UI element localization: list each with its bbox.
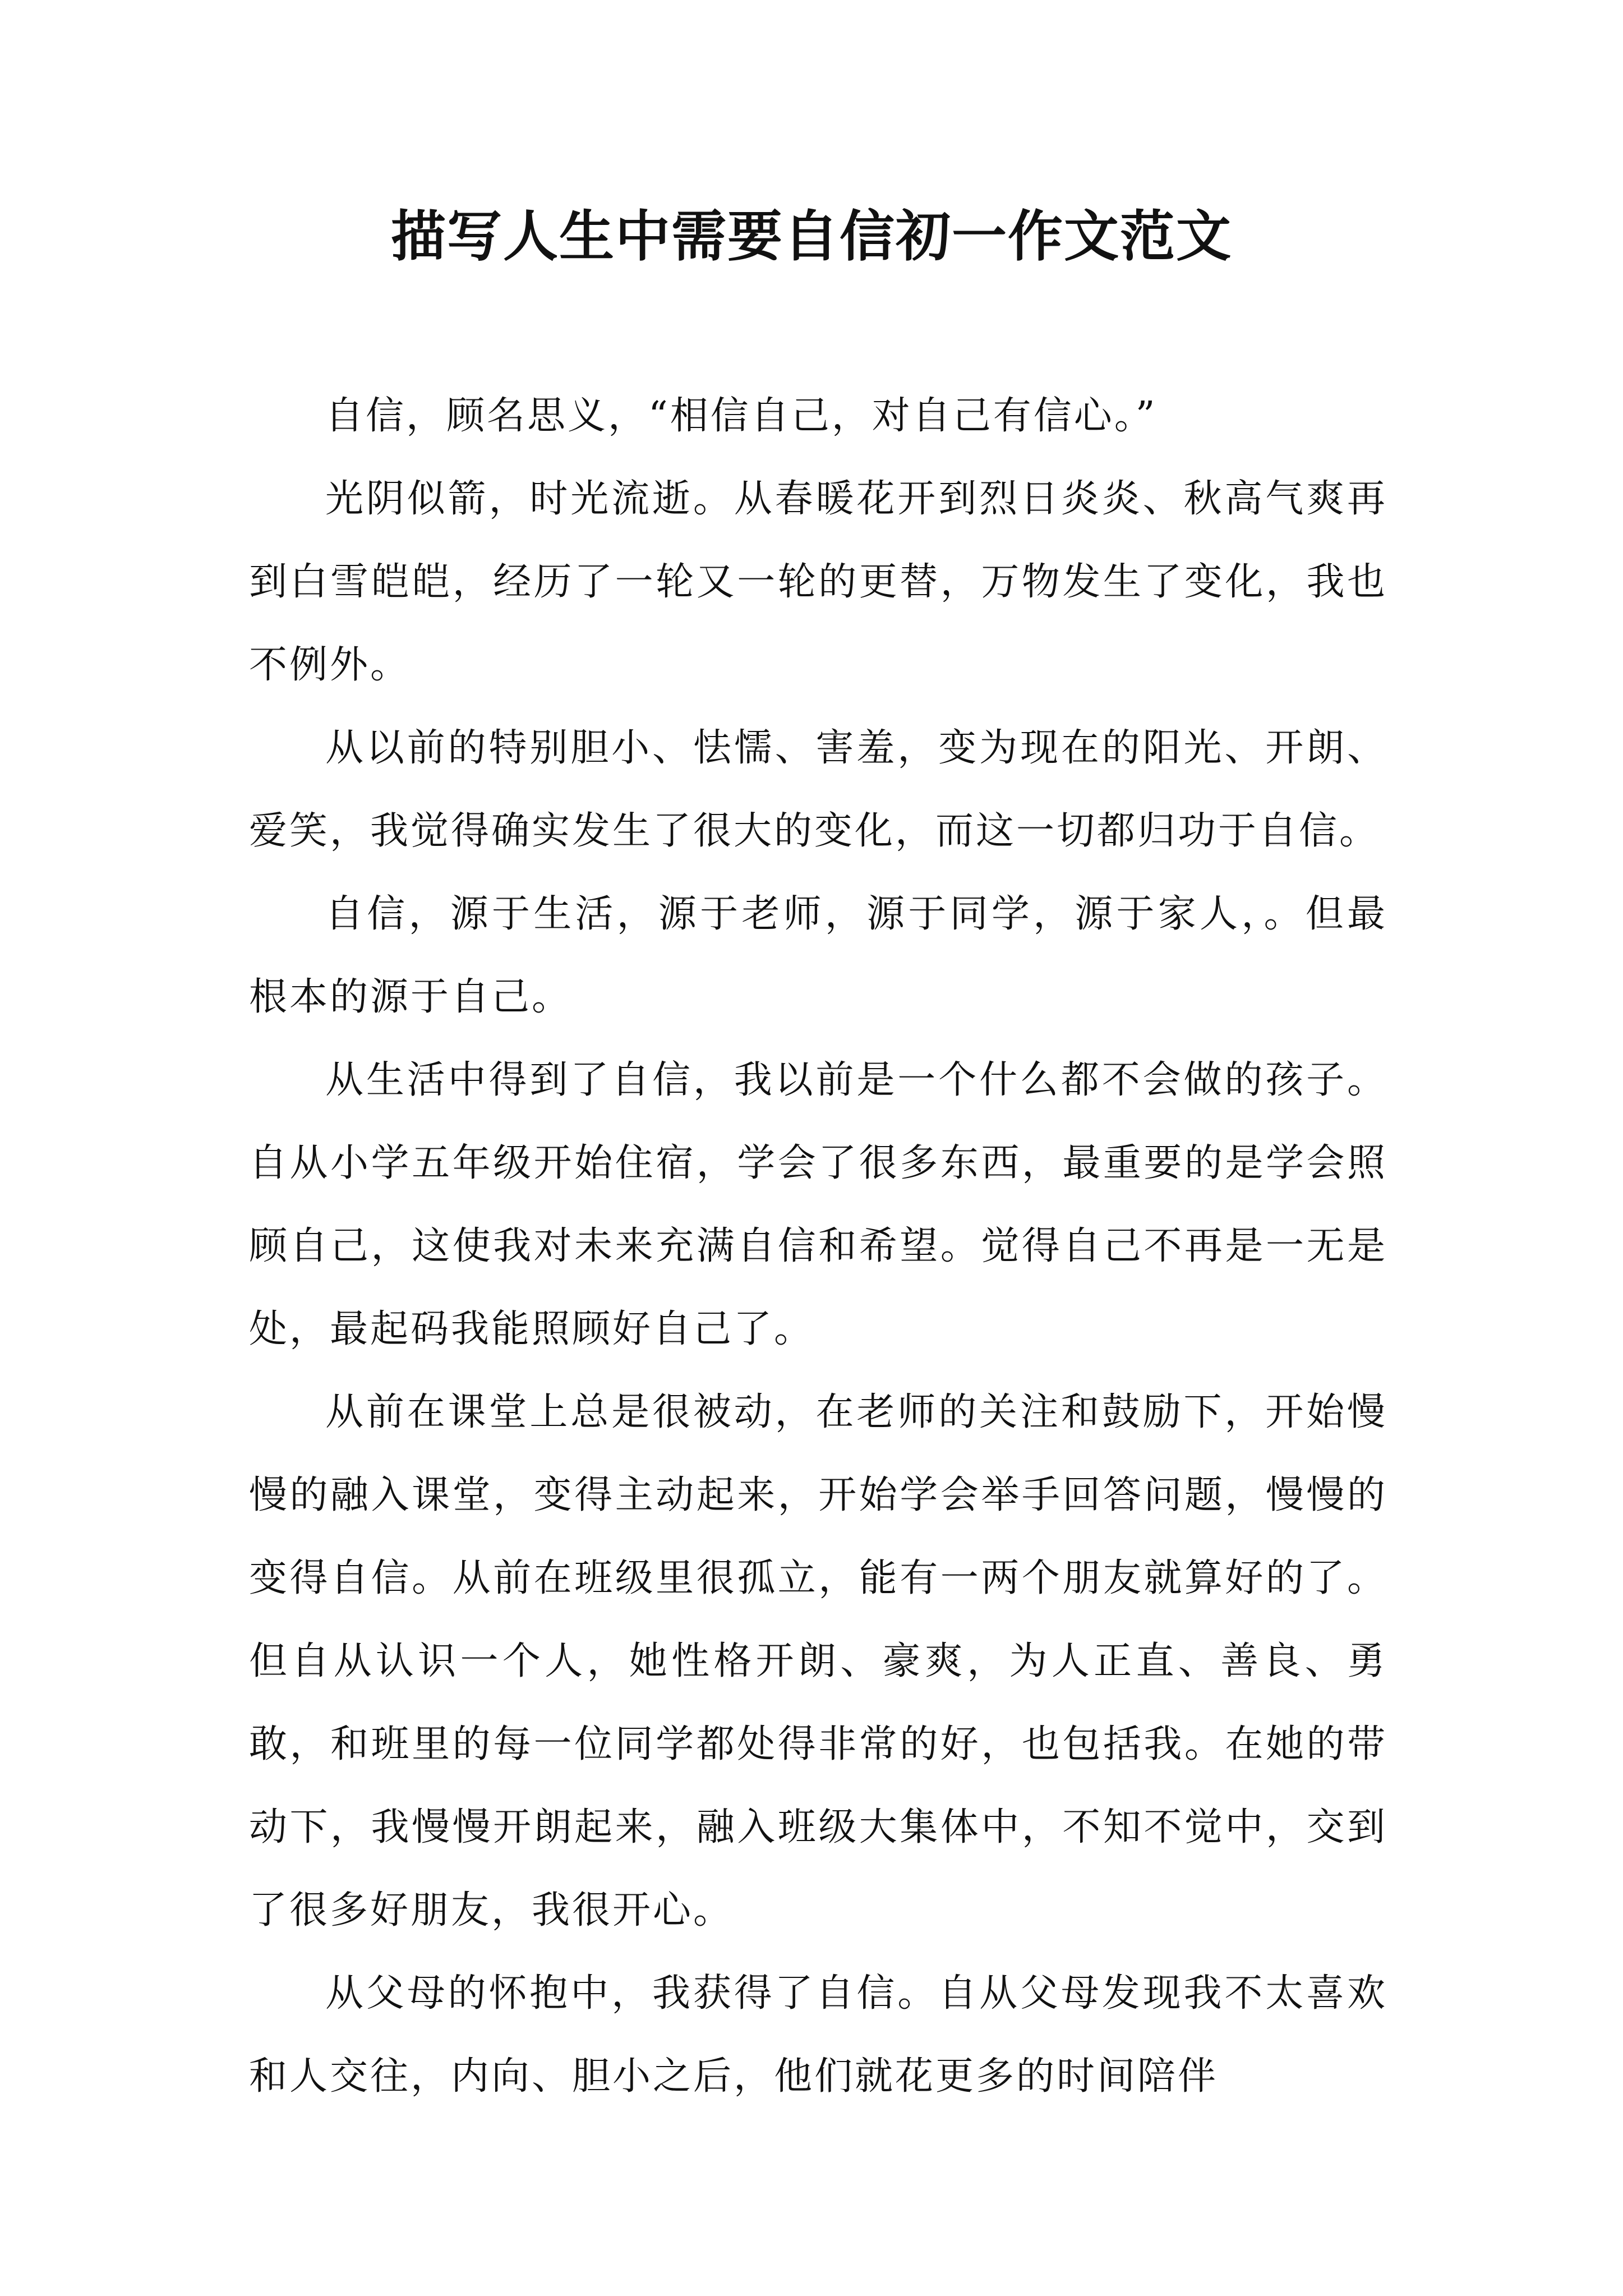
paragraph: 从前在课堂上总是很被动，在老师的关注和鼓励下，开始慢慢的融入课堂，变得主动起来，开始学会举手回答问题，慢慢的变得自信。从前在班级里很孤立，能有一两个朋友就算好的了。但自从认识一个人，她性格开朗、豪爽，为人正直、善良、勇敢，和班里的每一位同学都处得非常的好，也包括我。在她的带动下，我慢慢开朗起来，融入班级大集体中，不知不觉中，交到了很多好朋友，我很开心。	[249, 1390, 1387, 1932]
paragraph: 自信，源于生活，源于老师，源于同学，源于家人，。但最根本的源于自己。	[249, 892, 1387, 1019]
document-title: 描写人生中需要自信初一作文范文	[390, 204, 1232, 269]
paragraph: 从以前的特别胆小、怯懦、害羞，变为现在的阳光、开朗、爱笑，我觉得确实发生了很大的变化，而这一切都归功于自信。	[249, 726, 1387, 853]
paragraph: 从父母的怀抱中，我获得了自信。自从父母发现我不太喜欢和人交往，内向、胆小之后，他们就花更多的时间陪伴	[249, 1971, 1387, 2099]
paragraph: 光阴似箭，时光流逝。从春暖花开到烈日炎炎、秋高气爽再到白雪皑皑，经历了一轮又一轮的更替，万物发生了变化，我也不例外。	[249, 477, 1387, 687]
paragraph: 从生活中得到了自信，我以前是一个什么都不会做的孩子。自从小学五年级开始住宿，学会了很多东西，最重要的是学会照顾自己，这使我对未来充满自信和希望。觉得自己不再是一无是处，最起码我能照顾好自己了。	[249, 1058, 1387, 1351]
paragraph: 自信，顾名思义，“相信自己，对自己有信心。”	[325, 394, 1158, 438]
document-body	[249, 375, 1387, 2118]
